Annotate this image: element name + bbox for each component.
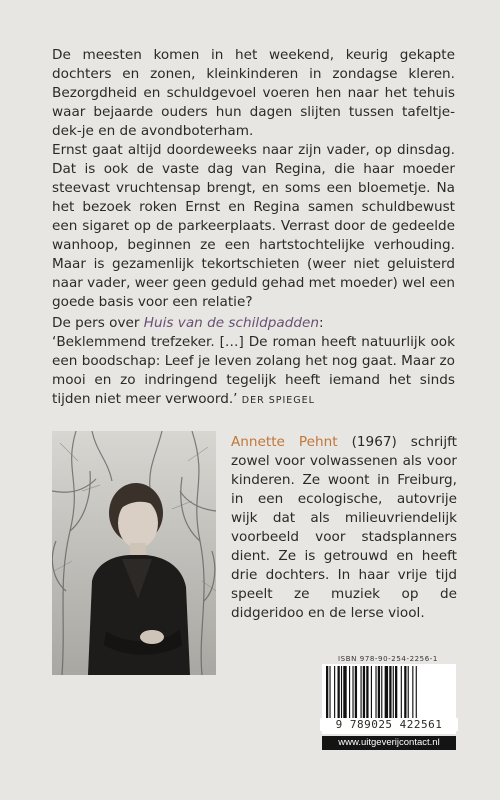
isbn-label: ISBN 978-90-254-2256-1 <box>338 655 438 663</box>
author-bio <box>231 433 457 623</box>
author-photo <box>52 431 216 675</box>
barcode-bars <box>322 664 456 720</box>
author-bio-text: (1967) schrijft zowel voor volwassenen als voor kinderen. Ze woont in Freiburg, in een ecologische, autovrije wijk dat als milieuvriendelijk voorbeeld voor stadsplanners dient. Ze is getrouwd en heeft drie dochters. In haar vrije tijd speelt ze muziek op de didgeridoo en de lerse viool. <box>231 434 457 621</box>
blurb-paragraph-2: Ernst gaat altijd doordeweeks naar zijn vader, op dinsdag. Dat is ook de vaste dag van Regina, die haar moeder steevast vruchtensap brengt, en soms een bloemetje. Na het bezoek roken Ernst en Regina samen schuldbewust een sigaret op de parkeerplaats. Verrast door de gedeelde wanhoop, beginnen ze een hartstochtelijke verhouding. Maar is gezamenlijk tekortschieten (weer niet geluisterd naar vader, weer geen geduld gehad met moeder) wel een goede basis voor een relatie? <box>52 142 455 310</box>
publisher-url: www.uitgeverijcontact.nl <box>322 736 456 750</box>
press-source: DER SPIEGEL <box>241 395 315 406</box>
press-colon: : <box>318 315 324 331</box>
blurb <box>52 46 455 312</box>
press-intro-line <box>52 314 455 333</box>
author-photo-image <box>52 431 216 675</box>
author-bio-paragraph <box>231 433 457 623</box>
press-intro: De pers over <box>52 315 144 331</box>
author-name: Annette Pehnt <box>231 434 338 450</box>
press-quote: ‘Beklemmend trefzeker. […] De roman heeft natuurlijk ook een boodschap: Leef je leven zolang het nog gaat. Maar zo mooi en zo indringend tegelijk heeft iemand het sinds tijden niet meer verwoord.’ <box>52 334 455 407</box>
barcode-digits: 9 789025 422561 <box>320 718 458 731</box>
press-quote-line <box>52 333 455 410</box>
blurb-paragraph-1: De meesten komen in het weekend, keurig gekapte dochters en zonen, kleinkinderen in zondagse kleren. Bezorgdheid en schuldgevoel voeren hen naar het tehuis waar bejaarde ouders hun dagen slijten tussen tafeltje-dek-je en de avondboterham. <box>52 47 455 139</box>
book-title: Huis van de schildpadden <box>143 315 319 331</box>
press-section <box>52 314 455 410</box>
